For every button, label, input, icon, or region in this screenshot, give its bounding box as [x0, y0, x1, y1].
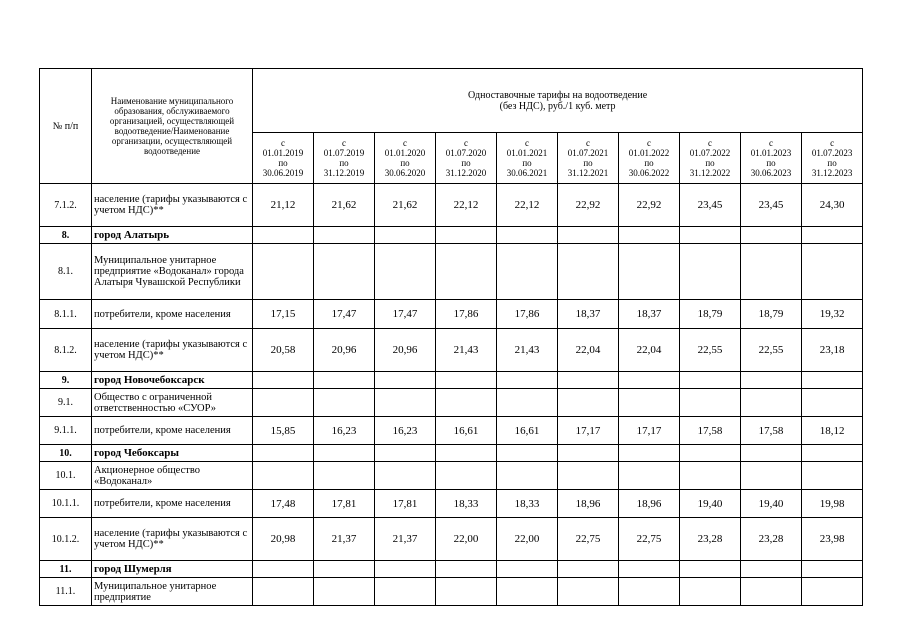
- tariff-value: [558, 372, 619, 389]
- tariff-value: 21,37: [375, 518, 436, 561]
- tariff-value: 16,23: [375, 417, 436, 445]
- row-number: 11.1.: [40, 578, 92, 606]
- table-row: [40, 389, 863, 417]
- tariff-value: [314, 244, 375, 300]
- tariff-value: 18,37: [619, 300, 680, 329]
- period-from: 01.01.2023: [750, 148, 792, 158]
- period-to: 30.06.2022: [628, 168, 670, 178]
- period-header: [680, 133, 741, 184]
- period-header: [802, 133, 863, 184]
- tariff-value: [497, 578, 558, 606]
- row-number: 7.1.2.: [40, 184, 92, 227]
- tariff-value: 22,55: [741, 329, 802, 372]
- tariff-value: [741, 372, 802, 389]
- tariff-value: [253, 578, 314, 606]
- period-c: с: [281, 138, 285, 148]
- tariff-value: [375, 244, 436, 300]
- tariff-value: [497, 561, 558, 578]
- tariff-value: 22,00: [436, 518, 497, 561]
- tariff-value: [314, 227, 375, 244]
- tariff-value: [436, 578, 497, 606]
- period-po: по: [339, 158, 349, 168]
- tariff-value: [802, 561, 863, 578]
- period-po: по: [705, 158, 715, 168]
- tariff-value: [741, 561, 802, 578]
- period-c: с: [769, 138, 773, 148]
- period-from: 01.01.2019: [262, 148, 304, 158]
- period-po: по: [461, 158, 471, 168]
- table-row: [40, 227, 863, 244]
- tariff-value: 17,47: [375, 300, 436, 329]
- row-name: население (тарифы указываются с учетом НДС)**: [92, 184, 253, 227]
- period-c: с: [525, 138, 529, 148]
- header-name: Наименование муниципального образования, обслуживаемого организацией, осуществляющей водоотведение/Наименование организации, осуществляющей водоотведение: [92, 69, 253, 184]
- tariff-value: 17,47: [314, 300, 375, 329]
- tariff-value: [436, 462, 497, 490]
- tariff-value: 23,18: [802, 329, 863, 372]
- row-name: город Чебоксары: [92, 445, 253, 462]
- row-number: 10.1.2.: [40, 518, 92, 561]
- tariff-value: [680, 244, 741, 300]
- tariff-value: [619, 372, 680, 389]
- tariff-value: [375, 462, 436, 490]
- tariff-value: 19,40: [680, 490, 741, 518]
- tariff-value: 23,98: [802, 518, 863, 561]
- tariff-value: [741, 244, 802, 300]
- tariff-value: [375, 578, 436, 606]
- table-row: [40, 329, 863, 372]
- tariff-value: [802, 244, 863, 300]
- tariff-value: 18,33: [436, 490, 497, 518]
- row-number: 8.1.2.: [40, 329, 92, 372]
- row-name: население (тарифы указываются с учетом НДС)**: [92, 329, 253, 372]
- period-to: 31.12.2022: [689, 168, 731, 178]
- tariff-value: 22,04: [619, 329, 680, 372]
- tariff-value: [375, 561, 436, 578]
- period-to: 31.12.2019: [323, 168, 365, 178]
- tariff-value: [314, 372, 375, 389]
- period-header: [314, 133, 375, 184]
- table-body: [40, 184, 863, 606]
- tariff-value: 20,98: [253, 518, 314, 561]
- table-row: [40, 518, 863, 561]
- tariff-value: [375, 227, 436, 244]
- tariff-value: 23,45: [741, 184, 802, 227]
- tariff-value: 17,86: [436, 300, 497, 329]
- period-c: с: [586, 138, 590, 148]
- period-header: [436, 133, 497, 184]
- tariff-value: 20,96: [375, 329, 436, 372]
- tariff-value: [619, 244, 680, 300]
- header-tariff-group-text: Одноставочные тарифы на водоотведение (без НДС), руб./1 куб. метр: [467, 89, 648, 112]
- table-row: [40, 372, 863, 389]
- tariff-value: [680, 578, 741, 606]
- tariff-value: [314, 561, 375, 578]
- tariff-value: [680, 227, 741, 244]
- period-from: 01.01.2021: [506, 148, 548, 158]
- period-to: 30.06.2021: [506, 168, 548, 178]
- table-row: [40, 462, 863, 490]
- tariff-value: 23,45: [680, 184, 741, 227]
- period-from: 01.01.2020: [384, 148, 426, 158]
- row-name: город Шумерля: [92, 561, 253, 578]
- tariff-value: [253, 389, 314, 417]
- tariff-value: 22,92: [558, 184, 619, 227]
- tariff-value: 17,86: [497, 300, 558, 329]
- tariff-value: [253, 561, 314, 578]
- period-po: по: [278, 158, 288, 168]
- tariff-value: 24,30: [802, 184, 863, 227]
- tariff-value: 16,61: [436, 417, 497, 445]
- table-row: [40, 244, 863, 300]
- table-row: [40, 561, 863, 578]
- tariff-value: [253, 462, 314, 490]
- tariff-value: 19,32: [802, 300, 863, 329]
- tariff-value: [436, 561, 497, 578]
- tariff-value: [436, 244, 497, 300]
- row-number: 8.1.: [40, 244, 92, 300]
- tariff-value: [436, 389, 497, 417]
- tariff-value: [558, 389, 619, 417]
- tariff-value: [558, 462, 619, 490]
- tariff-value: 19,40: [741, 490, 802, 518]
- row-number: 9.1.: [40, 389, 92, 417]
- tariff-table: [39, 68, 863, 606]
- table-row: [40, 578, 863, 606]
- tariff-value: [314, 578, 375, 606]
- tariff-value: [436, 372, 497, 389]
- tariff-value: 18,79: [680, 300, 741, 329]
- period-from: 01.07.2023: [811, 148, 853, 158]
- tariff-value: 17,17: [558, 417, 619, 445]
- tariff-value: 21,62: [375, 184, 436, 227]
- tariff-value: 18,96: [558, 490, 619, 518]
- row-number: 9.1.1.: [40, 417, 92, 445]
- row-name: потребители, кроме населения: [92, 417, 253, 445]
- tariff-value: [802, 227, 863, 244]
- tariff-value: 22,75: [619, 518, 680, 561]
- period-c: с: [342, 138, 346, 148]
- period-po: по: [522, 158, 532, 168]
- tariff-value: [802, 445, 863, 462]
- tariff-value: [253, 227, 314, 244]
- row-number: 8.: [40, 227, 92, 244]
- tariff-value: [558, 244, 619, 300]
- tariff-value: [802, 372, 863, 389]
- tariff-value: 21,12: [253, 184, 314, 227]
- period-c: с: [403, 138, 407, 148]
- tariff-value: 17,15: [253, 300, 314, 329]
- tariff-value: [802, 462, 863, 490]
- period-header: [497, 133, 558, 184]
- tariff-value: [680, 445, 741, 462]
- period-po: по: [583, 158, 593, 168]
- tariff-value: [497, 244, 558, 300]
- tariff-value: [619, 561, 680, 578]
- tariff-value: [436, 445, 497, 462]
- tariff-value: 19,98: [802, 490, 863, 518]
- tariff-value: [436, 227, 497, 244]
- tariff-value: [253, 372, 314, 389]
- tariff-value: [619, 445, 680, 462]
- period-to: 31.12.2020: [445, 168, 487, 178]
- tariff-value: [741, 389, 802, 417]
- row-number: 8.1.1.: [40, 300, 92, 329]
- tariff-value: 16,61: [497, 417, 558, 445]
- table-row: [40, 184, 863, 227]
- table-row: [40, 445, 863, 462]
- tariff-value: 18,33: [497, 490, 558, 518]
- tariff-value: [375, 372, 436, 389]
- row-name: Муниципальное унитарное предприятие «Водоканал» города Алатыря Чувашской Республики: [92, 244, 253, 300]
- tariff-value: [741, 462, 802, 490]
- tariff-value: 16,23: [314, 417, 375, 445]
- header-tariff-group: [253, 69, 863, 133]
- period-po: по: [827, 158, 837, 168]
- row-name: Общество с ограниченной ответственностью «СУОР»: [92, 389, 253, 417]
- row-name: город Новочебоксарск: [92, 372, 253, 389]
- tariff-value: 21,43: [436, 329, 497, 372]
- row-number: 11.: [40, 561, 92, 578]
- tariff-value: [680, 561, 741, 578]
- tariff-value: 22,92: [619, 184, 680, 227]
- tariff-value: [253, 445, 314, 462]
- tariff-value: 18,96: [619, 490, 680, 518]
- header-num: № п/п: [40, 69, 92, 184]
- row-name: население (тарифы указываются с учетом НДС)**: [92, 518, 253, 561]
- tariff-value: 18,37: [558, 300, 619, 329]
- period-po: по: [766, 158, 776, 168]
- tariff-value: 17,48: [253, 490, 314, 518]
- tariff-value: 23,28: [741, 518, 802, 561]
- tariff-value: 17,58: [741, 417, 802, 445]
- tariff-value: 21,37: [314, 518, 375, 561]
- row-name: Муниципальное унитарное предприятие: [92, 578, 253, 606]
- period-header: [558, 133, 619, 184]
- period-c: с: [830, 138, 835, 148]
- tariff-value: [558, 578, 619, 606]
- tariff-value: 17,58: [680, 417, 741, 445]
- tariff-value: [375, 389, 436, 417]
- period-to: 31.12.2023: [811, 168, 853, 178]
- row-name: потребители, кроме населения: [92, 300, 253, 329]
- tariff-value: [314, 445, 375, 462]
- period-c: с: [647, 138, 651, 148]
- tariff-value: [619, 227, 680, 244]
- tariff-value: [558, 227, 619, 244]
- tariff-value: [619, 462, 680, 490]
- period-from: 01.07.2019: [323, 148, 365, 158]
- tariff-value: 15,85: [253, 417, 314, 445]
- period-c: с: [708, 138, 712, 148]
- row-number: 10.1.: [40, 462, 92, 490]
- tariff-value: [680, 372, 741, 389]
- tariff-value: [741, 578, 802, 606]
- tariff-value: 23,28: [680, 518, 741, 561]
- period-po: по: [400, 158, 410, 168]
- tariff-value: [375, 445, 436, 462]
- table-row: [40, 490, 863, 518]
- table-row: [40, 417, 863, 445]
- period-to: 30.06.2020: [384, 168, 426, 178]
- tariff-value: [497, 462, 558, 490]
- period-header: [375, 133, 436, 184]
- tariff-value: [497, 445, 558, 462]
- period-from: 01.07.2020: [445, 148, 487, 158]
- period-to: 30.06.2019: [262, 168, 304, 178]
- period-from: 01.07.2022: [689, 148, 731, 158]
- tariff-value: [619, 389, 680, 417]
- row-number: 10.1.1.: [40, 490, 92, 518]
- row-name: потребители, кроме населения: [92, 490, 253, 518]
- table-row: [40, 300, 863, 329]
- period-from: 01.07.2021: [567, 148, 609, 158]
- tariff-value: [314, 389, 375, 417]
- tariff-value: 17,81: [375, 490, 436, 518]
- period-from: 01.01.2022: [628, 148, 670, 158]
- period-header: [253, 133, 314, 184]
- tariff-value: [741, 445, 802, 462]
- tariff-value: [802, 578, 863, 606]
- tariff-value: 22,12: [436, 184, 497, 227]
- period-po: по: [644, 158, 654, 168]
- period-c: с: [464, 138, 468, 148]
- tariff-value: [680, 389, 741, 417]
- tariff-value: 17,81: [314, 490, 375, 518]
- tariff-value: [558, 561, 619, 578]
- row-number: 10.: [40, 445, 92, 462]
- tariff-value: 21,62: [314, 184, 375, 227]
- tariff-value: 17,17: [619, 417, 680, 445]
- tariff-value: 22,55: [680, 329, 741, 372]
- row-number: 9.: [40, 372, 92, 389]
- tariff-value: 18,79: [741, 300, 802, 329]
- period-to: 31.12.2021: [567, 168, 609, 178]
- tariff-value: 21,43: [497, 329, 558, 372]
- tariff-value: [680, 462, 741, 490]
- tariff-value: 20,58: [253, 329, 314, 372]
- tariff-value: 22,00: [497, 518, 558, 561]
- tariff-value: [497, 372, 558, 389]
- tariff-value: [497, 389, 558, 417]
- tariff-value: [802, 389, 863, 417]
- tariff-value: [314, 462, 375, 490]
- tariff-value: [253, 244, 314, 300]
- period-header: [741, 133, 802, 184]
- period-to: 30.06.2023: [750, 168, 792, 178]
- tariff-value: [558, 445, 619, 462]
- tariff-value: [619, 578, 680, 606]
- tariff-value: [741, 227, 802, 244]
- tariff-value: 22,12: [497, 184, 558, 227]
- tariff-value: 18,12: [802, 417, 863, 445]
- row-name: город Алатырь: [92, 227, 253, 244]
- tariff-value: [497, 227, 558, 244]
- tariff-value: 22,75: [558, 518, 619, 561]
- row-name: Акционерное общество «Водоканал»: [92, 462, 253, 490]
- period-header: [619, 133, 680, 184]
- tariff-value: 20,96: [314, 329, 375, 372]
- tariff-value: 22,04: [558, 329, 619, 372]
